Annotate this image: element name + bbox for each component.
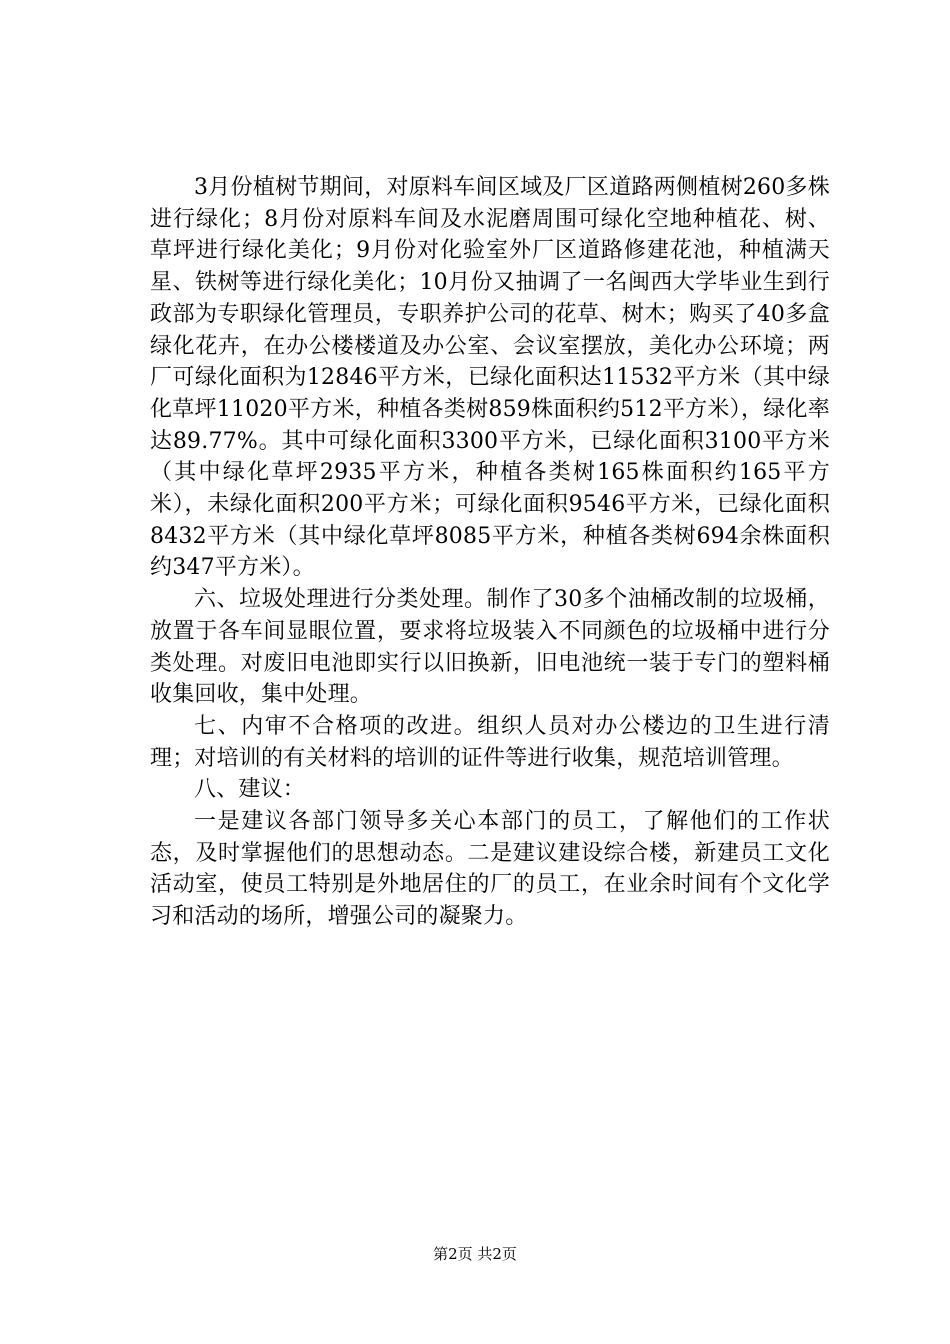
document-body: [150, 172, 830, 933]
paragraph-greening: 3月份植树节期间，对原料车间区域及厂区道路两侧植树260多株进行绿化；8月份对原料车间及水泥磨周围可绿化空地种植花、树、草坪进行绿化美化；9月份对化验室外厂区道路修建花池，种植满天星、铁树等进行绿化美化；10月份又抽调了一名闽西大学毕业生到行政部为专职绿化管理员，专职养护公司的花草、树木；购买了40多盒绿化花卉，在办公楼楼道及办公室、会议室摆放，美化办公环境；两厂可绿化面积为12846平方米，已绿化面积达11532平方米（其中绿化草坪11020平方米，种植各类树859株面积约512平方米），绿化率达89.77%。其中可绿化面积3300平方米，已绿化面积3100平方米（其中绿化草坪2935平方米，种植各类树165株面积约165平方米），未绿化面积200平方米；可绿化面积9546平方米，已绿化面积8432平方米（其中绿化草坪8085平方米，种植各类树694余株面积约347平方米）。: [150, 175, 830, 581]
paragraph-suggestions-heading: 八、建议：: [194, 777, 306, 803]
page-footer: 第2页 共2页: [433, 1245, 517, 1263]
paragraph-internal-audit: 七、内审不合格项的改进。组织人员对办公楼边的卫生进行清理；对培训的有关材料的培训的证件等进行收集，规范培训管理。: [150, 713, 830, 771]
paragraph-suggestions: 一是建议各部门领导多关心本部门的员工，了解他们的工作状态，及时掌握他们的思想动态。二是建议建设综合楼，新建员工文化活动室，使员工特别是外地居住的厂的员工，在业余时间有个文化学习和活动的场所，增强公司的凝聚力。: [150, 809, 830, 930]
paragraph-garbage-sorting: 六、垃圾处理进行分类处理。制作了30多个油桶改制的垃圾桶，放置于各车间显眼位置，要求将垃圾装入不同颜色的垃圾桶中进行分类处理。对废旧电池即实行以旧换新，旧电池统一装于专门的塑料桶收集回收，集中处理。: [150, 587, 830, 708]
